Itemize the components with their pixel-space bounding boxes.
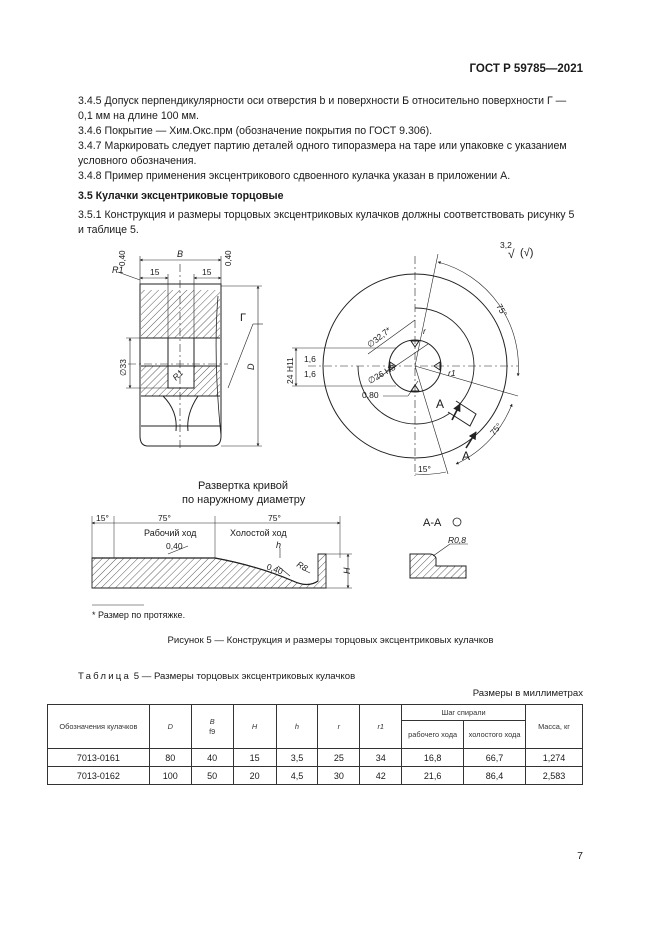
dim-040-right: 0,40 (224, 250, 233, 266)
section-marker-A-1: A (436, 397, 445, 411)
cell-mass: 2,583 (526, 767, 583, 785)
dim-R1-top: R1 (112, 265, 124, 275)
section-title: 3.5 Кулачки эксцентриковые торцовые (78, 190, 284, 202)
footnote-text: * Размер по протяжке. (92, 610, 186, 620)
header-pitch-idle: холостого хода (464, 721, 526, 749)
table-title-text: 5 — Размеры торцовых эксцентриковых кулачков (133, 671, 356, 682)
dev-dim-R8: R8 (295, 559, 310, 574)
header-B (191, 705, 233, 749)
section-heading-3-5 (78, 189, 583, 204)
dev-angle-75-b: 75° (268, 513, 281, 523)
dim-r1: r1 (448, 368, 456, 378)
dim-B: B (177, 249, 184, 259)
paragraph-text: 3.4.8 Пример применения эксцентрикового сдвоенного кулачка указан в приложении А. (78, 170, 511, 182)
header-pitch-working: рабочего хода (402, 721, 464, 749)
cell-designation: 7013-0162 (48, 767, 150, 785)
cell-D: 100 (149, 767, 191, 785)
cell-h: 4,5 (276, 767, 318, 785)
table-title-label: Таблица (78, 671, 132, 682)
standard-designation: ГОСТ Р 59785—2021 (469, 63, 583, 75)
roughness-value: 3,2 (500, 240, 512, 250)
header-B-tolerance: f9 (209, 726, 216, 736)
cell-H: 20 (233, 767, 276, 785)
dev-dim-H: H (342, 567, 352, 574)
technical-drawing (78, 236, 588, 621)
header-B-symbol: B (209, 717, 215, 726)
cell-D: 80 (149, 749, 191, 767)
dim-1-6-a: 1,6 (304, 354, 316, 364)
paragraph-text: 3.4.6 Покрытие — Хим.Окс.прм (обозначение покрытия по ГОСТ 9.306). (78, 125, 433, 137)
cell-pitch-idle: 86,4 (464, 767, 526, 785)
dim-15-left: 15 (150, 267, 160, 277)
figure-5-drawing (78, 236, 588, 621)
page-number: 7 (577, 850, 583, 862)
development-title-line-2: по наружному диаметру (182, 494, 306, 506)
dimensions-table (47, 704, 583, 785)
side-view (128, 264, 228, 451)
dim-1-6-b: 1,6 (304, 369, 316, 379)
table-units: Размеры в миллиметрах (472, 688, 583, 699)
header-spiral-pitch: Шаг спирали (402, 705, 526, 721)
header-designation: Обозначения кулачков (48, 705, 150, 749)
development-title-line-1: Развертка кривой (198, 480, 289, 492)
angle-75-upper: 75° (494, 302, 510, 319)
section-A-A-profile (410, 544, 468, 578)
section-label-A-A: A-A (423, 517, 442, 529)
cell-r: 30 (318, 767, 360, 785)
angle-15: 15° (418, 464, 431, 474)
table-title (78, 671, 355, 682)
paragraph-3-4-7 (78, 139, 583, 168)
header-mass: Масса, кг (526, 705, 583, 749)
cell-r1: 34 (360, 749, 402, 767)
cell-r1: 42 (360, 767, 402, 785)
working-stroke-label: Рабочий ход (144, 528, 197, 538)
cell-pitch-working: 16,8 (402, 749, 464, 767)
cell-pitch-idle: 66,7 (464, 749, 526, 767)
paragraph-text: 3.4.5 Допуск перпендикулярности оси отверстия b и поверхности Б относительно поверхности Г — 0,1 мм на длине 100 мм. (78, 95, 567, 122)
figure-caption: Рисунок 5 — Конструкция и размеры торцовых эксцентриковых кулачков (167, 635, 494, 646)
dim-R0-8: R0,8 (448, 535, 466, 545)
table-row (48, 767, 583, 785)
cell-designation: 7013-0161 (48, 749, 150, 767)
table-header-row-1 (48, 705, 583, 721)
header-r: r (318, 705, 360, 749)
dev-dim-h: h (276, 540, 282, 550)
roughness-symbol: √ (508, 247, 515, 261)
dim-15-right: 15 (202, 267, 212, 277)
header-r1: r1 (360, 705, 402, 749)
header-h: h (276, 705, 318, 749)
paragraph-text: 3.5.1 Конструкция и размеры торцовых эксцентриковых кулачков должны соответствовать рисунку 5 и таблице 5. (78, 209, 575, 236)
rotation-icon (453, 518, 461, 526)
roughness-paren: (√) (520, 247, 534, 259)
cell-h: 3,5 (276, 749, 318, 767)
angle-75-lower: 75° (487, 421, 504, 438)
surface-G-label: Г (240, 312, 246, 324)
paragraph-3-4-5 (78, 94, 583, 123)
dim-24-H11: 24 H11 (285, 357, 295, 384)
development-curve (92, 516, 352, 588)
dim-d32-7: ∅32,7* (365, 324, 393, 350)
dev-angle-75-a: 75° (158, 513, 171, 523)
dim-d26-H8: ∅26 H8 (366, 362, 398, 386)
dev-dim-0-40-a: 0,40 (166, 541, 183, 551)
cell-B: 50 (191, 767, 233, 785)
idle-stroke-label: Холостой ход (230, 528, 287, 538)
dev-angle-15: 15° (96, 513, 109, 523)
dim-d33: ∅33 (118, 359, 128, 376)
dim-R1-inner: R1 (170, 367, 186, 383)
dev-dim-0-40-b: 0,40 (265, 561, 285, 577)
table-row (48, 749, 583, 767)
front-view (292, 254, 518, 476)
header-H: H (233, 705, 276, 749)
cell-mass: 1,274 (526, 749, 583, 767)
paragraph-3-4-6 (78, 124, 583, 139)
cell-pitch-working: 21,6 (402, 767, 464, 785)
dim-040-top: 0,40 (118, 250, 127, 266)
cell-B: 40 (191, 749, 233, 767)
paragraph-text: 3.4.7 Маркировать следует партию деталей одного типоразмера на таре или упаковке с указанием условного обозначения. (78, 140, 567, 167)
cell-r: 25 (318, 749, 360, 767)
dim-0-80: 0,80 (362, 390, 379, 400)
dim-D: D (246, 363, 256, 370)
section-marker-A-2: A (462, 449, 471, 463)
header-D: D (149, 705, 191, 749)
cell-H: 15 (233, 749, 276, 767)
paragraph-3-4-8 (78, 169, 583, 184)
dim-r: r (423, 326, 426, 336)
paragraph-3-5-1 (78, 208, 583, 237)
